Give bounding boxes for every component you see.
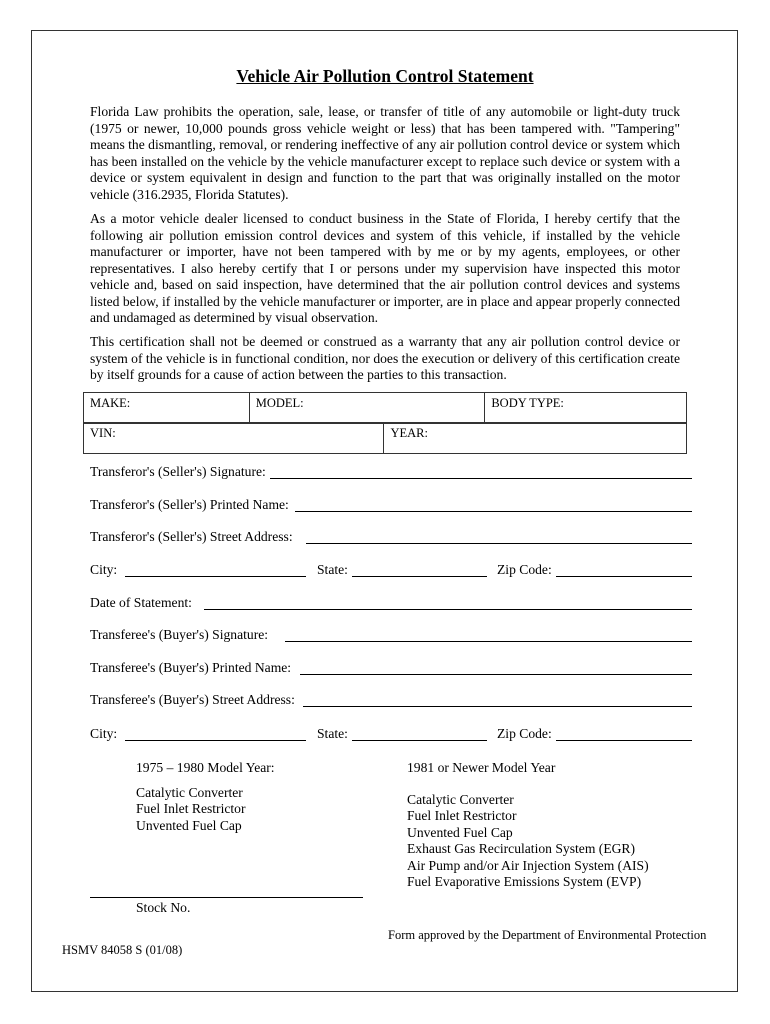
buyer-printed-name-line[interactable] bbox=[300, 674, 692, 675]
new-item: Fuel Evaporative Emissions System (EVP) bbox=[407, 874, 642, 889]
document-title: Vehicle Air Pollution Control Statement bbox=[236, 66, 534, 86]
seller-address-line[interactable] bbox=[306, 543, 692, 544]
seller-signature-line[interactable] bbox=[270, 478, 692, 479]
buyer-zip-label: Zip Code: bbox=[497, 726, 552, 741]
buyer-printed-name-label: Transferee's (Buyer's) Printed Name: bbox=[90, 660, 292, 675]
new-item: Catalytic Converter bbox=[407, 792, 514, 807]
seller-city-label: City: bbox=[90, 562, 118, 577]
old-item: Unvented Fuel Cap bbox=[136, 818, 242, 833]
new-item: Air Pump and/or Air Injection System (AIS) bbox=[407, 858, 649, 873]
buyer-state-line[interactable] bbox=[352, 740, 487, 741]
new-item: Unvented Fuel Cap bbox=[407, 825, 513, 840]
make-cell[interactable]: MAKE: bbox=[84, 393, 250, 424]
seller-address-row bbox=[90, 529, 692, 549]
seller-zip-line[interactable] bbox=[556, 576, 692, 577]
buyer-address-row bbox=[90, 692, 692, 712]
year-cell[interactable]: YEAR: bbox=[384, 423, 687, 454]
vin-cell[interactable]: VIN: bbox=[84, 423, 384, 454]
buyer-signature-label: Transferee's (Buyer's) Signature: bbox=[90, 627, 269, 642]
vehicle-table-row2 bbox=[83, 422, 687, 454]
buyer-signature-row bbox=[90, 627, 692, 647]
seller-state-label: State: bbox=[317, 562, 348, 577]
seller-printed-name-label: Transferor's (Seller's) Printed Name: bbox=[90, 497, 289, 512]
form-number: HSMV 84058 S (01/08) bbox=[62, 943, 183, 957]
old-item: Fuel Inlet Restrictor bbox=[136, 801, 246, 816]
old-item: Catalytic Converter bbox=[136, 785, 243, 800]
buyer-city-label: City: bbox=[90, 726, 118, 741]
new-item: Fuel Inlet Restrictor bbox=[407, 808, 517, 823]
paragraph-certification: As a motor vehicle dealer licensed to conduct business in the State of Florida, I hereby certify that the following air pollution emission control devices and system of this vehicle, if installed by the vehicle manufacturer or importer, have not been tampered with by me or by my agents, employees, or other representatives. I also hereby certify that I or persons under my supervision have inspected this motor vehicle and, based on said inspection, have determined that the air pollution control devices and systems listed below, if installed by the vehicle manufacturer or importer, are in place and appear properly connected and undamaged as determined by visual observation. bbox=[90, 211, 680, 325]
paragraph-disclaimer: This certification shall not be deemed or construed as a warranty that any air pollution control device or system of the vehicle is in functional condition, nor does the execution or delivery of this certification create by itself grounds for a cause of action between the parties to this transaction. bbox=[90, 334, 680, 382]
buyer-city-row bbox=[90, 726, 692, 746]
seller-zip-label: Zip Code: bbox=[497, 562, 552, 577]
date-line[interactable] bbox=[204, 609, 692, 610]
vehicle-table-row1 bbox=[83, 392, 687, 424]
body-type-cell[interactable]: BODY TYPE: bbox=[485, 393, 687, 424]
stock-no-line[interactable] bbox=[90, 897, 363, 898]
date-label: Date of Statement: bbox=[90, 595, 192, 610]
date-row bbox=[90, 595, 692, 615]
seller-printed-name-row bbox=[90, 497, 692, 517]
buyer-printed-name-row bbox=[90, 660, 692, 680]
model-cell[interactable]: MODEL: bbox=[249, 393, 485, 424]
seller-signature-label: Transferor's (Seller's) Signature: bbox=[90, 464, 266, 479]
buyer-address-label: Transferee's (Buyer's) Street Address: bbox=[90, 692, 295, 707]
old-model-year-heading: 1975 – 1980 Model Year: bbox=[136, 760, 275, 775]
buyer-signature-line[interactable] bbox=[285, 641, 692, 642]
seller-printed-name-line[interactable] bbox=[295, 511, 692, 512]
seller-state-line[interactable] bbox=[352, 576, 487, 577]
stock-no-label: Stock No. bbox=[136, 900, 191, 915]
approval-note: Form approved by the Department of Environmental Protection bbox=[388, 928, 707, 942]
new-model-year-heading: 1981 or Newer Model Year bbox=[407, 760, 556, 775]
seller-signature-row bbox=[90, 464, 692, 484]
paragraph-law: Florida Law prohibits the operation, sale, lease, or transfer of title of any automobile or light-duty truck (1975 or newer, 10,000 pounds gross vehicle weight or less) that has been tampered with. "Tampering" means the dismantling, removal, or rendering ineffective of any air pollution control device or system which has been installed on the vehicle by the vehicle manufacturer except to replace such device or system with a device or system equivalent in design and function to the part that was originally installed on the motor vehicle (316.2935, Florida Statutes). bbox=[90, 104, 680, 202]
new-item: Exhaust Gas Recirculation System (EGR) bbox=[407, 841, 636, 856]
seller-city-row bbox=[90, 562, 692, 582]
seller-address-label: Transferor's (Seller's) Street Address: bbox=[90, 529, 293, 544]
buyer-zip-line[interactable] bbox=[556, 740, 692, 741]
seller-city-line[interactable] bbox=[125, 576, 306, 577]
buyer-address-line[interactable] bbox=[303, 706, 692, 707]
buyer-city-line[interactable] bbox=[125, 740, 306, 741]
buyer-state-label: State: bbox=[317, 726, 348, 741]
